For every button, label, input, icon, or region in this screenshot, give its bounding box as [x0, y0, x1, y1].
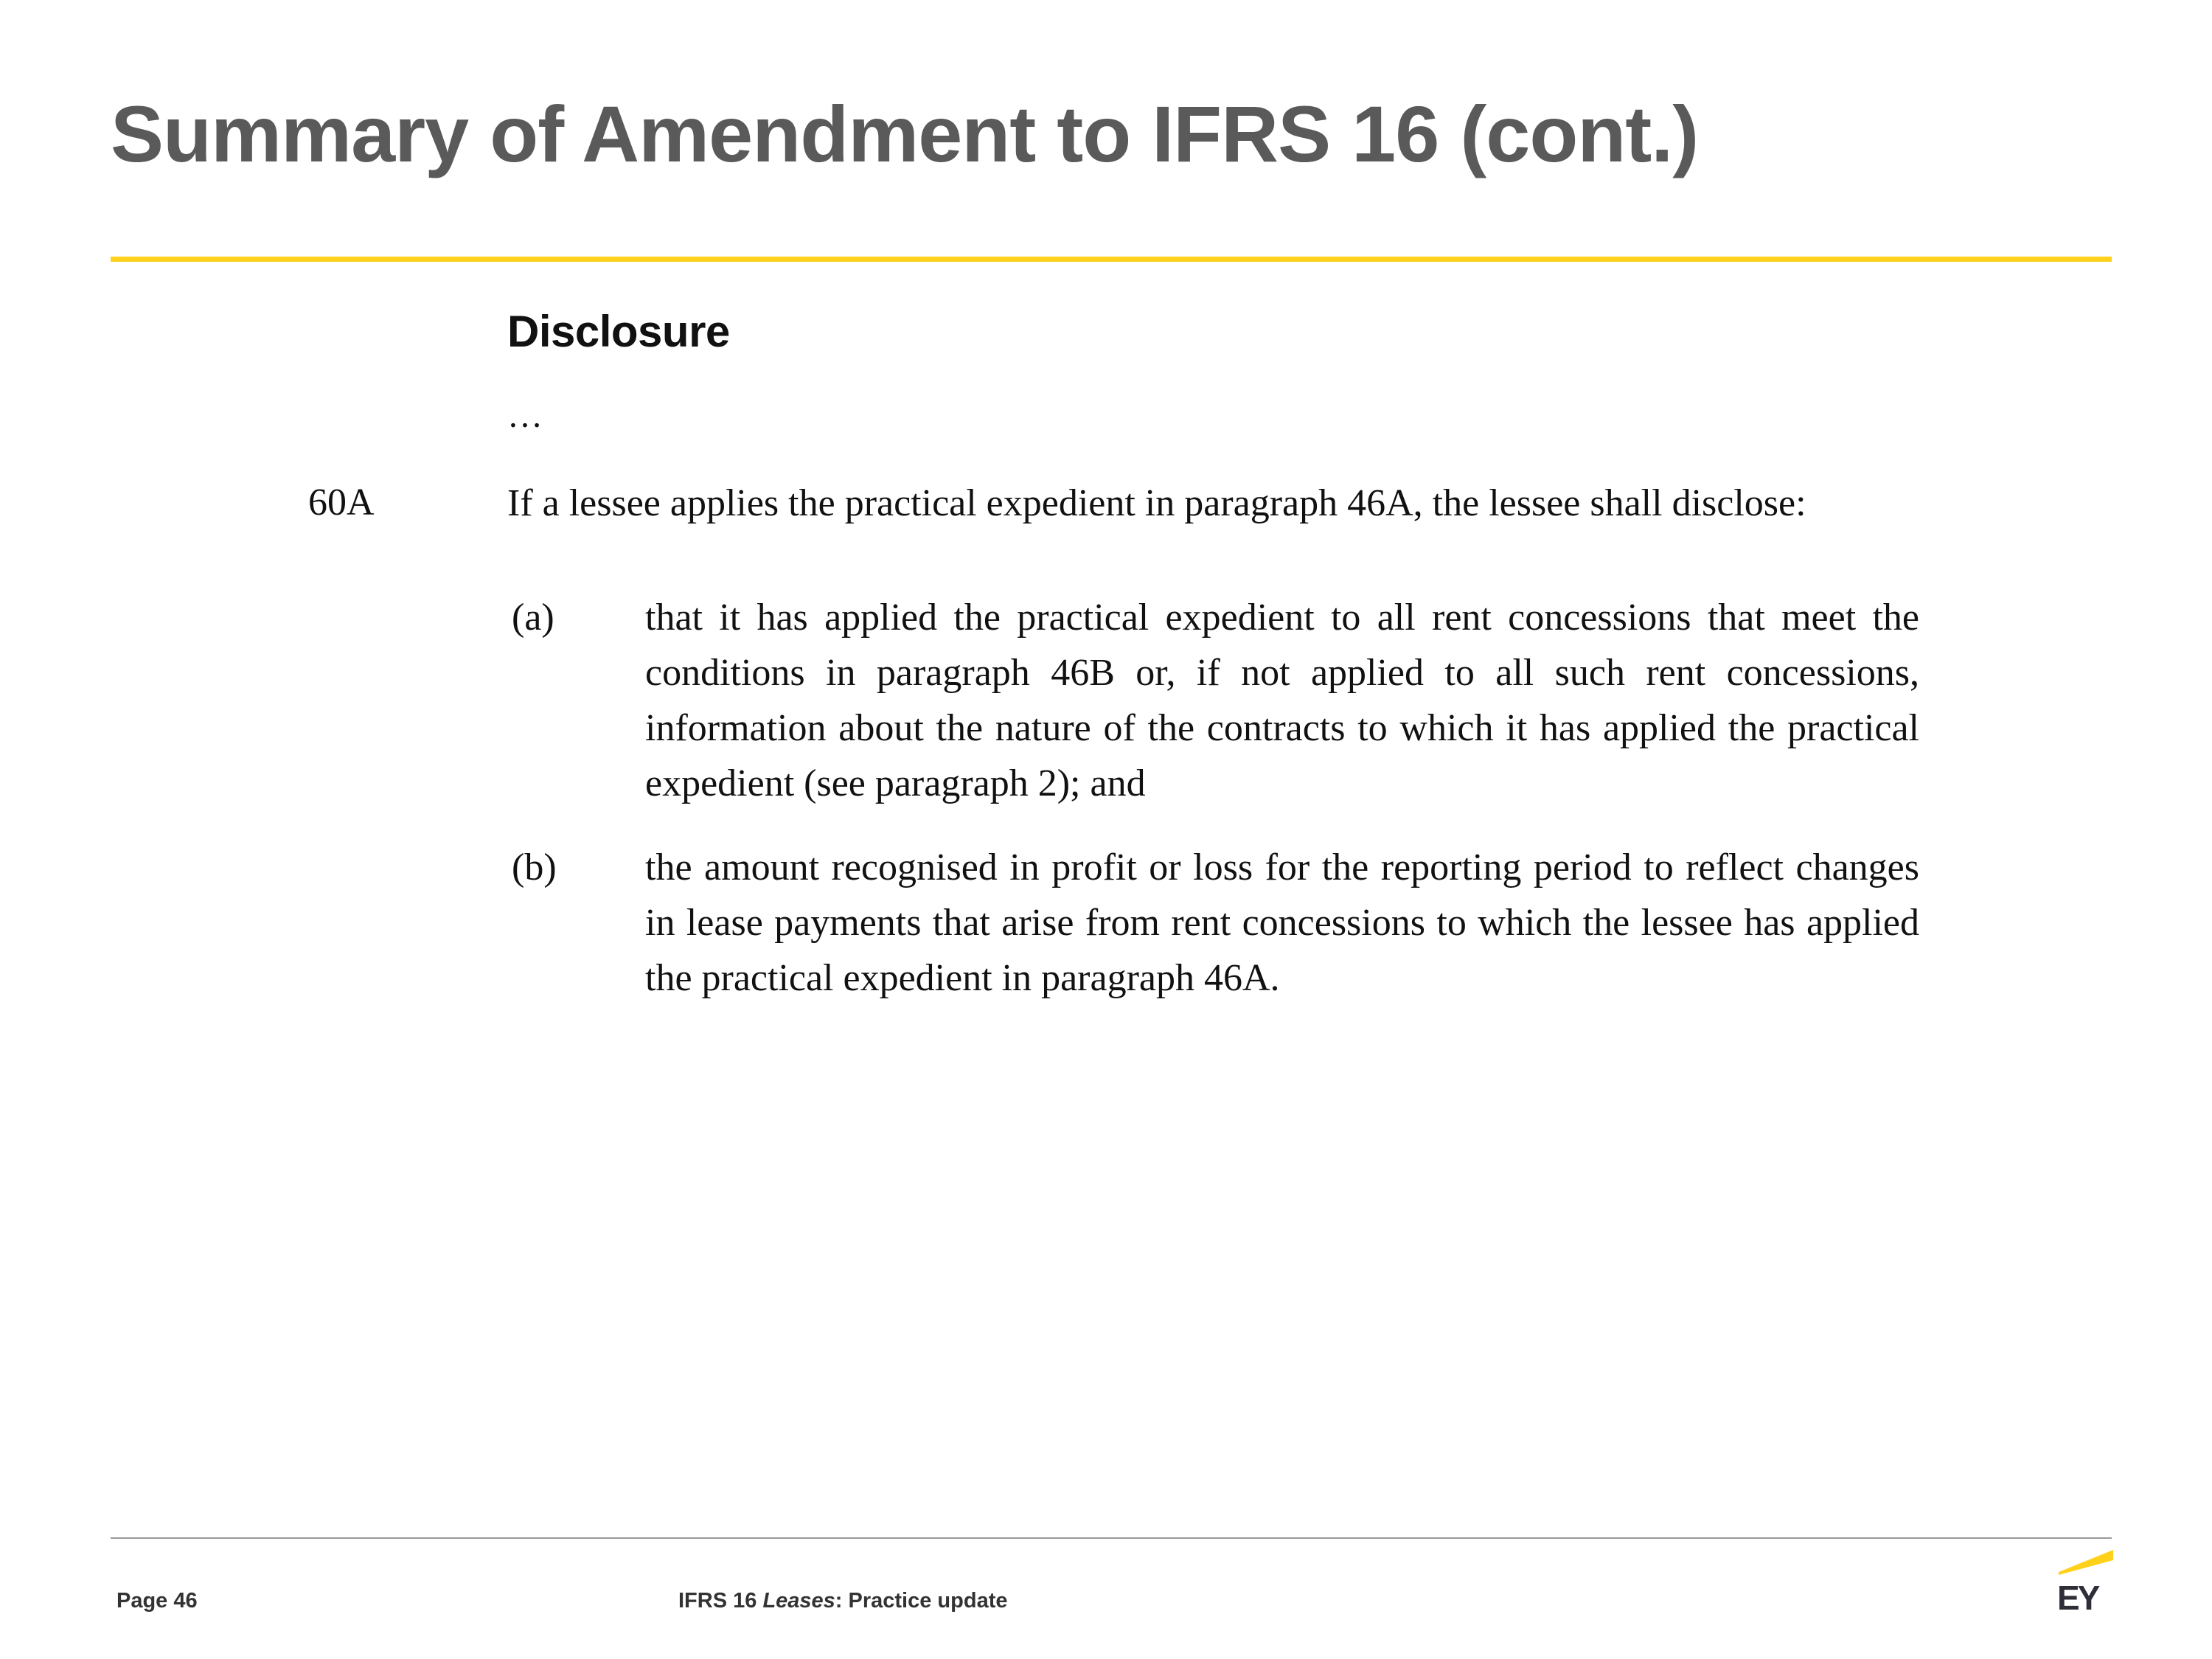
title-divider — [111, 257, 2112, 262]
page-number: Page 46 — [116, 1589, 198, 1613]
paragraph-number: 60A — [308, 481, 375, 524]
slide-title: Summary of Amendment to IFRS 16 (cont.) — [111, 89, 1699, 178]
section-heading: Disclosure — [507, 307, 730, 356]
item-b-text: the amount recognised in profit or loss for the reporting period to reflect changes in lease payments that arise from rent concessions to which the lessee has applied the practical expedient in paragraph 46A. — [645, 846, 1919, 999]
ey-logo-icon — [2050, 1548, 2116, 1615]
footer-doc-suffix: : Practice update — [835, 1589, 1008, 1613]
omission-ellipsis: … — [507, 396, 543, 435]
ey-logo-beam — [2059, 1550, 2113, 1575]
footer-doc-prefix: IFRS 16 — [678, 1589, 763, 1613]
ey-logo-text: EY — [2057, 1579, 2098, 1615]
footer-doc-italic: Leases — [762, 1589, 835, 1613]
item-a-text: that it has applied the practical expedient to all rent concessions that meet the conditions in paragraph 46B or, if not applied to all such rent concessions, information about the nature of the contracts to which it has applied the practical expedient (see paragraph 2); and — [645, 597, 1919, 804]
footer-document-title — [678, 1589, 1007, 1613]
item-a-label: (a) — [512, 597, 554, 639]
paragraph-intro: If a lessee applies the practical expedient in paragraph 46A, the lessee shall disclose: — [507, 482, 1806, 524]
footer-divider — [111, 1537, 2112, 1539]
item-b-label: (b) — [512, 846, 557, 888]
